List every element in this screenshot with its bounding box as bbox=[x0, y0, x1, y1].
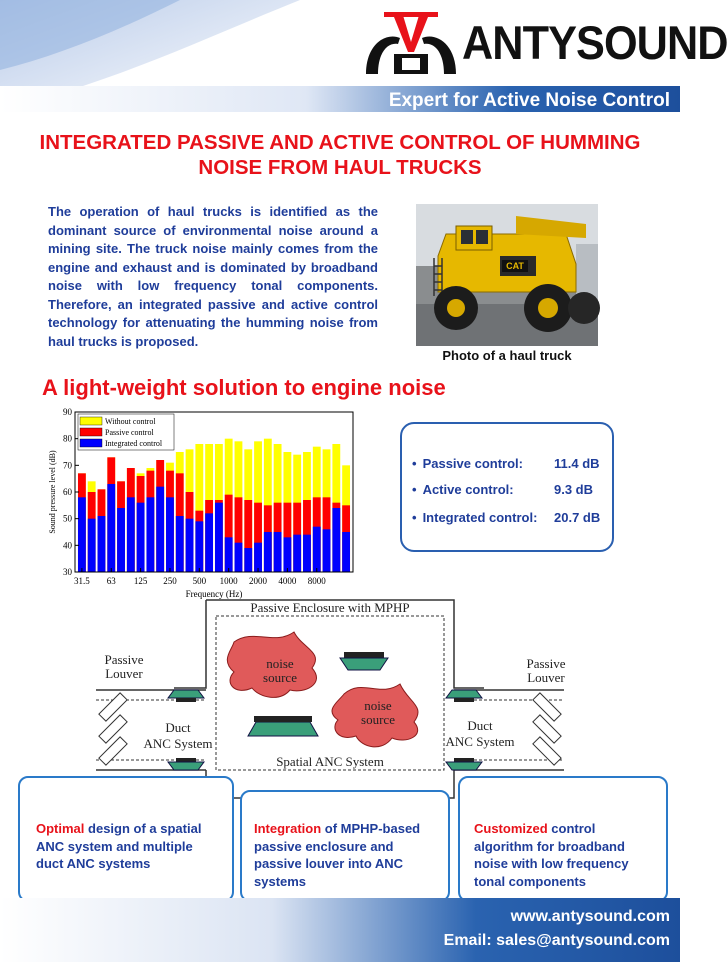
noise-source-1-label-1: noise bbox=[266, 656, 294, 671]
left-duct-label-2: ANC System bbox=[143, 736, 213, 751]
legend-label-integrated: Integrated control bbox=[105, 439, 163, 448]
feature-box-optimal bbox=[18, 776, 234, 902]
antysound-logo-icon bbox=[362, 10, 460, 80]
y-tick-label-60: 60 bbox=[63, 487, 72, 497]
email-link[interactable]: Email: sales@antysound.com bbox=[443, 932, 670, 949]
noise-source-2-label-1: noise bbox=[364, 698, 392, 713]
bar-integrated-6 bbox=[137, 503, 145, 572]
feature-box-customized bbox=[458, 776, 668, 902]
bar-integrated-10 bbox=[176, 516, 184, 572]
bar-integrated-8 bbox=[156, 487, 164, 572]
bar-integrated-13 bbox=[205, 513, 213, 572]
bar-integrated-11 bbox=[186, 519, 194, 572]
feature-2-text: of MPHP-based passive enclosure and passive louver into ANC systems bbox=[254, 821, 421, 889]
website-link[interactable]: www.antysound.com bbox=[510, 908, 670, 925]
spatial-anc-label: Spatial ANC System bbox=[276, 754, 384, 769]
stat-active-label: Active control: bbox=[422, 482, 514, 497]
noise-source-1-label-2: source bbox=[263, 670, 297, 685]
feature-1-highlight: Optimal bbox=[36, 821, 85, 836]
page-title: INTEGRATED PASSIVE AND ACTIVE CONTROL OF HUMMING NOISE FROM HAUL TRUCKS bbox=[39, 131, 641, 179]
stat-integrated-label: Integrated control: bbox=[422, 510, 538, 525]
bar-integrated-12 bbox=[195, 521, 203, 572]
bar-integrated-15 bbox=[225, 537, 233, 572]
feature-3-highlight: Customized bbox=[474, 821, 548, 836]
stat-passive-value: 11.4 dB bbox=[554, 456, 600, 471]
right-duct-label-2: ANC System bbox=[445, 734, 515, 749]
bar-integrated-20 bbox=[274, 532, 282, 572]
haul-truck-photo bbox=[416, 204, 598, 346]
legend-label-without: Without control bbox=[105, 417, 156, 426]
x-tick-label-2: 125 bbox=[133, 576, 148, 586]
bar-integrated-9 bbox=[166, 497, 174, 572]
x-tick-label-5: 1000 bbox=[219, 576, 238, 586]
y-axis-label: Sound pressure level (dB) bbox=[48, 450, 57, 534]
x-axis-label: Frequency (Hz) bbox=[185, 589, 243, 599]
left-louver-icon bbox=[99, 693, 127, 765]
bar-integrated-24 bbox=[313, 527, 321, 572]
bar-integrated-27 bbox=[342, 532, 350, 572]
left-louver-label-1: Passive bbox=[104, 652, 144, 667]
intro-paragraph: The operation of haul trucks is identified as the dominant source of environmental noise around a mining site. The truck noise mainly comes from the engine and exhaust and is dominated by broadband noise with low frequency tonal components. Therefore, an integrated passive and active control technology for attenuating the humming noise from haul trucks is proposed. bbox=[48, 204, 378, 349]
feature-box-integration bbox=[240, 790, 450, 902]
left-louver-label-2: Louver bbox=[105, 666, 143, 681]
chart-legend bbox=[78, 414, 174, 450]
bar-integrated-3 bbox=[107, 484, 115, 572]
cat-badge: CAT bbox=[506, 261, 524, 271]
legend-label-passive: Passive control bbox=[105, 428, 154, 437]
photo-caption: Photo of a haul truck bbox=[442, 348, 572, 363]
y-tick-label-70: 70 bbox=[63, 460, 72, 471]
legend-swatch-integrated bbox=[80, 439, 102, 447]
x-tick-label-0: 31.5 bbox=[74, 576, 90, 586]
noise-spectrum-chart bbox=[42, 408, 360, 600]
stat-passive: • Passive control: 11.4 dB bbox=[412, 456, 600, 471]
bar-integrated-21 bbox=[283, 537, 291, 572]
bar-integrated-1 bbox=[88, 519, 96, 572]
y-tick-label-30: 30 bbox=[63, 567, 72, 577]
stat-passive-label: Passive control: bbox=[422, 456, 523, 471]
section-subtitle: A light-weight solution to engine noise bbox=[42, 375, 446, 400]
bar-integrated-19 bbox=[264, 532, 272, 572]
stat-active: • Active control: 9.3 dB bbox=[412, 482, 594, 497]
bar-integrated-7 bbox=[146, 497, 154, 572]
y-tick-label-80: 80 bbox=[63, 433, 72, 444]
bar-integrated-16 bbox=[235, 543, 243, 572]
enclosure-label: Passive Enclosure with MPHP bbox=[250, 600, 410, 615]
reduction-stats-box bbox=[400, 422, 614, 552]
x-tick-label-6: 2000 bbox=[249, 576, 268, 586]
feature-3-text: control algorithm for broadband noise with low frequency tonal components bbox=[474, 821, 629, 889]
noise-source-2-label-2: source bbox=[361, 712, 395, 727]
bar-integrated-17 bbox=[244, 548, 252, 572]
y-tick-label-90: 90 bbox=[63, 407, 72, 417]
y-tick-label-40: 40 bbox=[63, 540, 72, 551]
brand-name: ANTYSOUND bbox=[462, 16, 728, 69]
speaker-enclosure-bottom-icon bbox=[248, 716, 318, 736]
legend-swatch-without bbox=[80, 417, 102, 425]
right-louver-label-1: Passive bbox=[526, 656, 566, 671]
speaker-enclosure-top-icon bbox=[340, 652, 388, 670]
x-tick-label-8: 8000 bbox=[307, 576, 326, 586]
bar-integrated-22 bbox=[293, 535, 301, 572]
bar-integrated-5 bbox=[127, 497, 135, 572]
right-louver-label-2: Louver bbox=[527, 670, 565, 685]
bar-integrated-0 bbox=[78, 497, 86, 572]
legend-swatch-passive bbox=[80, 428, 102, 436]
right-duct-label-1: Duct bbox=[467, 718, 493, 733]
stat-integrated-value: 20.7 dB bbox=[554, 510, 601, 525]
x-tick-label-4: 500 bbox=[192, 576, 207, 586]
y-axis-ticks bbox=[63, 407, 79, 577]
x-tick-label-7: 4000 bbox=[278, 576, 297, 586]
feature-2-highlight: Integration bbox=[254, 821, 322, 836]
y-tick-label-50: 50 bbox=[63, 513, 72, 524]
chart-bars bbox=[78, 439, 350, 572]
right-louver-icon bbox=[533, 693, 561, 765]
bar-integrated-25 bbox=[323, 529, 331, 572]
bar-integrated-26 bbox=[332, 508, 340, 572]
stat-active-value: 9.3 dB bbox=[554, 482, 594, 497]
bar-integrated-18 bbox=[254, 543, 262, 572]
stat-integrated: • Integrated control: 20.7 dB bbox=[412, 510, 601, 525]
x-tick-label-3: 250 bbox=[163, 576, 177, 586]
brand-tagline: Expert for Active Noise Control bbox=[388, 90, 670, 111]
feature-1-text: design of a spatial ANC system and multiple duct ANC systems bbox=[36, 821, 202, 871]
bar-integrated-14 bbox=[215, 503, 223, 572]
bar-integrated-4 bbox=[117, 508, 125, 572]
left-duct-label-1: Duct bbox=[165, 720, 191, 735]
x-tick-label-1: 63 bbox=[106, 576, 116, 586]
bar-integrated-23 bbox=[303, 535, 311, 572]
bar-integrated-2 bbox=[98, 516, 106, 572]
